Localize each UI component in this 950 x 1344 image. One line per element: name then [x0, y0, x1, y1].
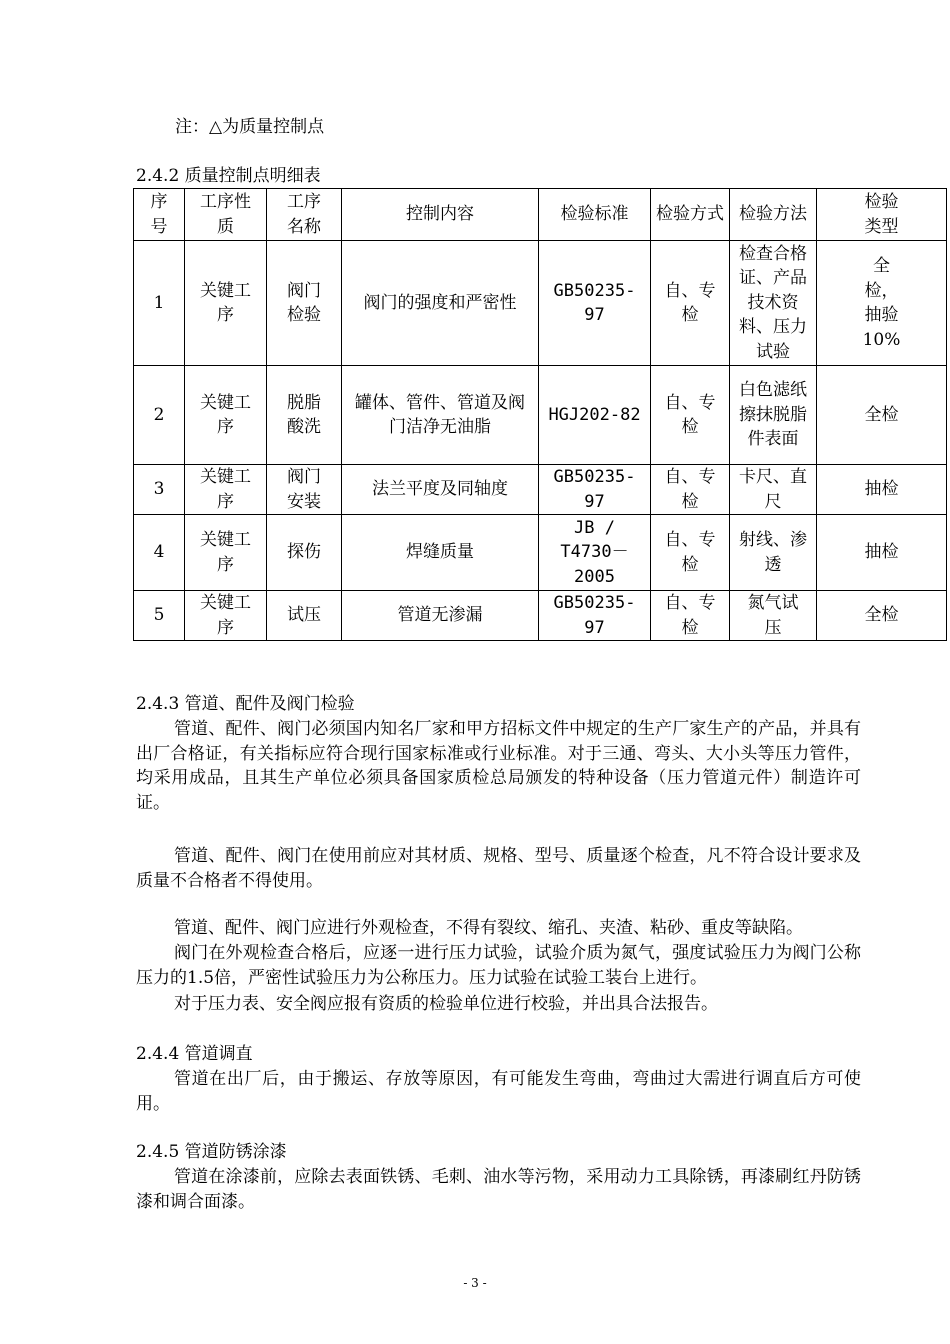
table-header-cell: 检验类型 [817, 189, 947, 241]
table-row [134, 591, 947, 641]
table-header-cell: 检验方法 [730, 189, 817, 241]
table-cell: 自、专检 [651, 241, 730, 366]
table-cell: JB / T4730－2005 [539, 515, 651, 591]
table-cell: 自、专检 [651, 591, 730, 641]
table-cell: 焊缝质量 [342, 515, 539, 591]
table-cell: 全检 [817, 366, 947, 465]
table-cell: 阀门的强度和严密性 [342, 241, 539, 366]
table-cell: 检查合格证、产品技术资料、压力试验 [730, 241, 817, 366]
table-cell: GB50235-97 [539, 241, 651, 366]
section-heading-2-4-4: 2.4.4 管道调直 [136, 1044, 253, 1064]
paragraph: 管道在出厂后，由于搬运、存放等原因，有可能发生弯曲，弯曲过大需进行调直后方可使用。 [136, 1069, 861, 1114]
table-cell: GB50235-97 [539, 465, 651, 515]
table-cell: 1 [134, 241, 185, 366]
table-cell: 管道无渗漏 [342, 591, 539, 641]
table-cell: 白色滤纸擦抹脱脂件表面 [730, 366, 817, 465]
paragraph: 管道、配件、阀门在使用前应对其材质、规格、型号、质量逐个检查，凡不符合设计要求及质量不合格者不得使用。 [136, 846, 861, 891]
note-text: 注：△为质量控制点 [175, 117, 325, 137]
table-cell: 自、专检 [651, 465, 730, 515]
table-header-cell: 检验方式 [651, 189, 730, 241]
table-cell: 自、专检 [651, 366, 730, 465]
table-cell: 关键工序 [185, 366, 267, 465]
table-row [134, 241, 947, 366]
paragraph: 阀门在外观检查合格后，应逐一进行压力试验，试验介质为氮气，强度试验压力为阀门公称压力的1.5倍，严密性试验压力为公称压力。压力试验在试验工装台上进行。 [136, 943, 861, 988]
table-cell: 关键工序 [185, 241, 267, 366]
section-heading-2-4-5: 2.4.5 管道防锈涂漆 [136, 1142, 287, 1162]
table-cell: 抽检 [817, 515, 947, 591]
table-cell: 3 [134, 465, 185, 515]
table-cell: 抽检 [817, 465, 947, 515]
table-cell: GB50235-97 [539, 591, 651, 641]
table-cell: 试压 [267, 591, 342, 641]
table-header-cell: 控制内容 [342, 189, 539, 241]
table-cell: 5 [134, 591, 185, 641]
quality-control-table [133, 188, 947, 641]
table-cell: 全检，抽验10% [817, 241, 947, 366]
table-cell: 卡尺、直尺 [730, 465, 817, 515]
table-header-cell: 检验标准 [539, 189, 651, 241]
table-cell: HGJ202-82 [539, 366, 651, 465]
table-cell: 氮气试压 [730, 591, 817, 641]
table-cell: 4 [134, 515, 185, 591]
section-heading-2-4-2: 2.4.2 质量控制点明细表 [136, 166, 321, 186]
table-header-cell: 工序性质 [185, 189, 267, 241]
paragraph: 对于压力表、安全阀应报有资质的检验单位进行校验，并出具合法报告。 [174, 994, 718, 1014]
paragraph: 管道、配件、阀门必须国内知名厂家和甲方招标文件中规定的生产厂家生产的产品，并具有出厂合格证，有关指标应符合现行国家标准或行业标准。对于三通、弯头、大小头等压力管件，均采用成品，且其生产单位必须具备国家质检总局颁发的特种设备（压力管道元件）制造许可证。 [136, 719, 861, 813]
table-cell: 关键工序 [185, 515, 267, 591]
table-row [134, 515, 947, 591]
table-cell: 法兰平度及同轴度 [342, 465, 539, 515]
table-cell: 阀门安装 [267, 465, 342, 515]
paragraph: 管道、配件、阀门应进行外观检查，不得有裂纹、缩孔、夹渣、粘砂、重皮等缺陷。 [174, 918, 803, 938]
table-row [134, 465, 947, 515]
table-cell: 关键工序 [185, 465, 267, 515]
table-cell: 关键工序 [185, 591, 267, 641]
section-heading-2-4-3: 2.4.3 管道、配件及阀门检验 [136, 694, 355, 714]
table-header-cell: 工序名称 [267, 189, 342, 241]
page-number: - 3 - [463, 1276, 487, 1290]
table-cell: 罐体、管件、管道及阀门洁净无油脂 [342, 366, 539, 465]
table-header-cell: 序号 [134, 189, 185, 241]
table-cell: 2 [134, 366, 185, 465]
table-cell: 全检 [817, 591, 947, 641]
table-cell: 自、专检 [651, 515, 730, 591]
table-cell: 脱脂酸洗 [267, 366, 342, 465]
table-row [134, 366, 947, 465]
table-cell: 探伤 [267, 515, 342, 591]
table-cell: 射线、渗透 [730, 515, 817, 591]
table-header-row [134, 189, 947, 241]
paragraph: 管道在涂漆前，应除去表面铁锈、毛刺、油水等污物，采用动力工具除锈，再漆刷红丹防锈漆和调合面漆。 [136, 1167, 861, 1212]
table-cell: 阀门检验 [267, 241, 342, 366]
